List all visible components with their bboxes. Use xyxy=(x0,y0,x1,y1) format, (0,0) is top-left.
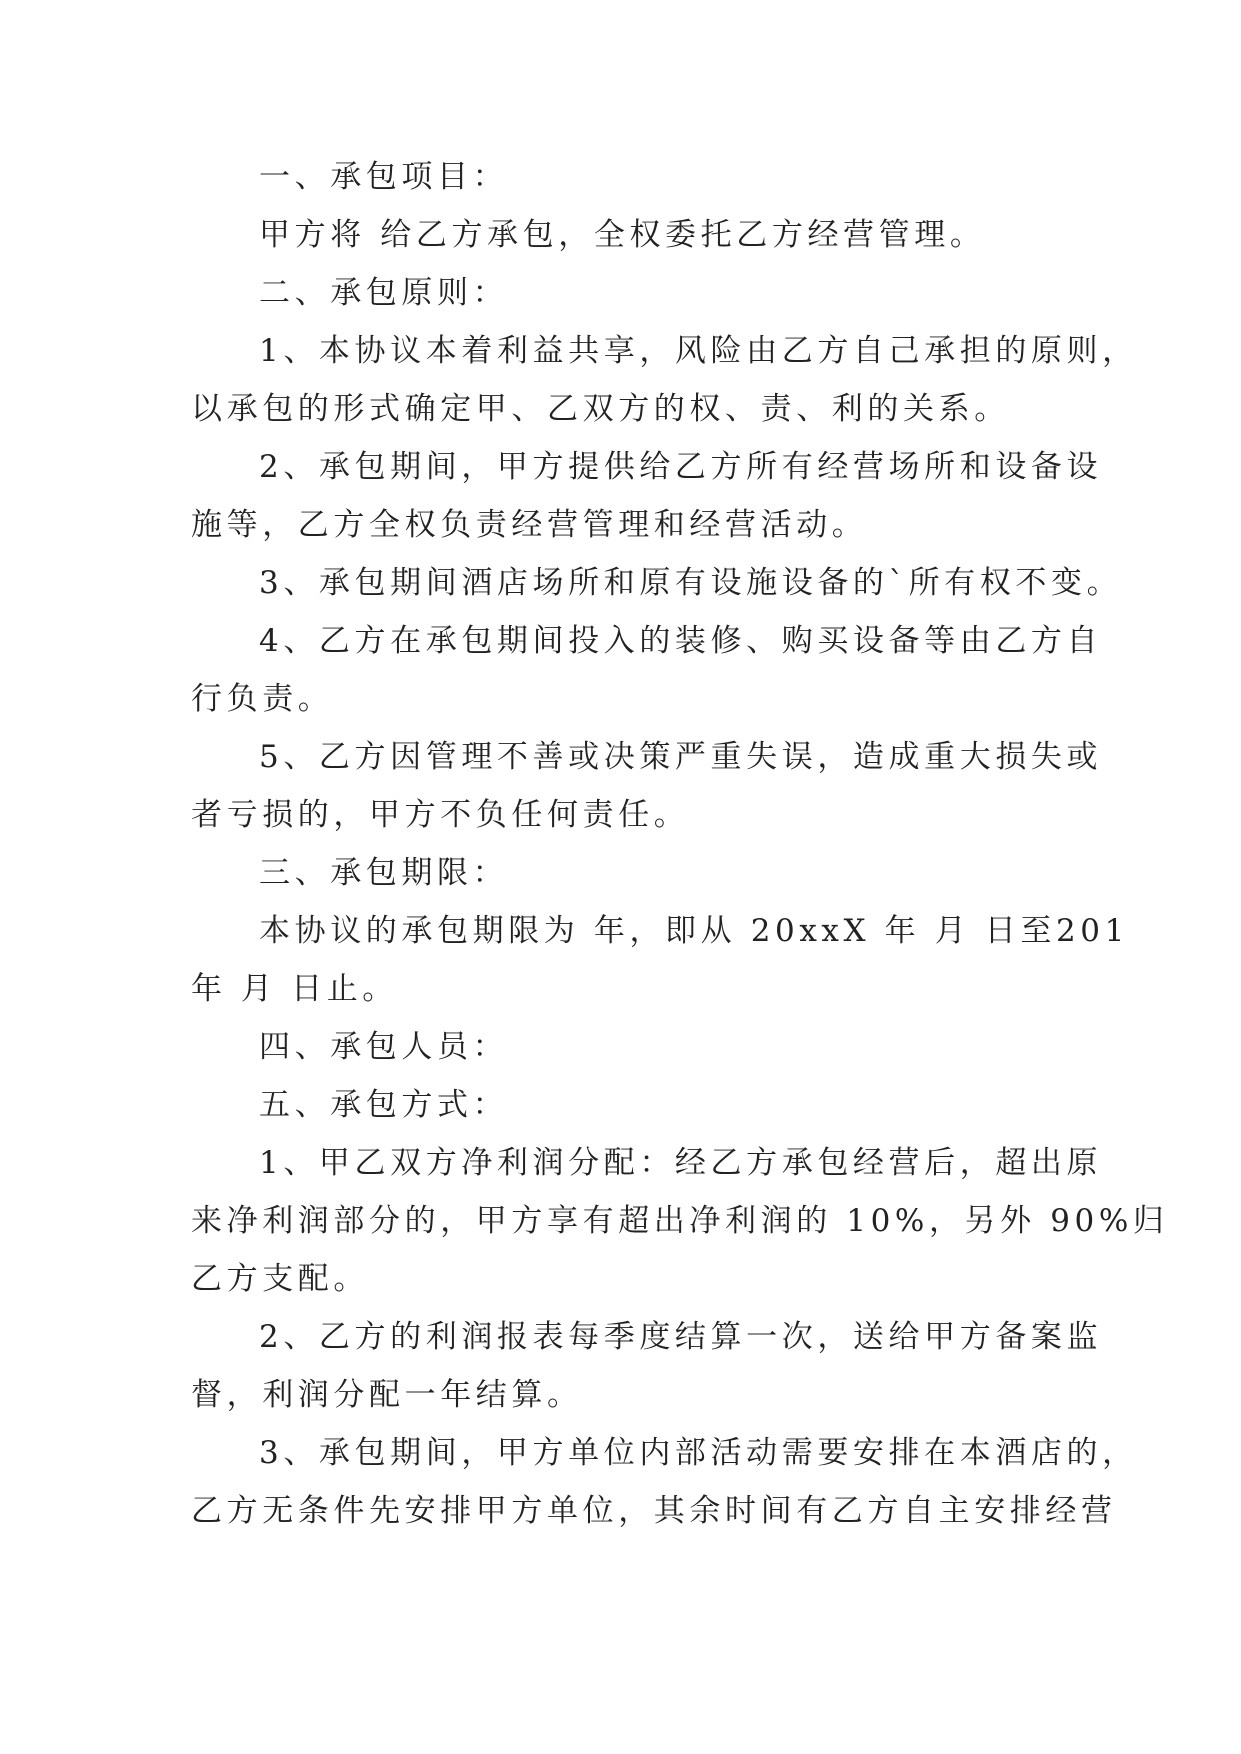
paragraph-line: 4、乙方在承包期间投入的装修、购买设备等由乙方自 xyxy=(259,623,1103,659)
paragraph-line: 施等，乙方全权负责经营管理和经营活动。 xyxy=(191,507,868,543)
paragraph-line: 者亏损的，甲方不负任何责任。 xyxy=(191,797,690,833)
paragraph-line: 来净利润部分的，甲方享有超出净利润的 10%，另外 90%归 xyxy=(191,1203,1169,1239)
paragraph-line: 5、乙方因管理不善或决策严重失误，造成重大损失或 xyxy=(259,739,1103,775)
paragraph-line: 1、本协议本着利益共享，风险由乙方自己承担的原则， xyxy=(259,333,1138,369)
section-heading-personnel: 四、承包人员： xyxy=(259,1029,509,1065)
paragraph-line: 行负责。 xyxy=(191,681,334,717)
paragraph-line: 乙方支配。 xyxy=(191,1261,369,1297)
paragraph-line: 本协议的承包期限为 年，即从 20xxX 年 月 日至201 xyxy=(259,913,1129,949)
paragraph-line: 2、乙方的利润报表每季度结算一次，送给甲方备案监 xyxy=(259,1319,1103,1355)
paragraph-line: 1、甲乙双方净利润分配：经乙方承包经营后，超出原 xyxy=(259,1145,1103,1181)
document-body xyxy=(191,158,1169,1550)
paragraph-line: 2、承包期间，甲方提供给乙方所有经营场所和设备设 xyxy=(259,449,1103,485)
paragraph-line: 年 月 日止。 xyxy=(191,971,398,1007)
paragraph-line: 督，利润分配一年结算。 xyxy=(191,1377,583,1413)
paragraph-line: 3、承包期间，甲方单位内部活动需要安排在本酒店的， xyxy=(259,1435,1138,1471)
paragraph-line: 乙方无条件先安排甲方单位，其余时间有乙方自主安排经营 xyxy=(191,1493,1117,1529)
paragraph-line: 甲方将 给乙方承包，全权委托乙方经营管理。 xyxy=(259,217,986,253)
paragraph-line: 以承包的形式确定甲、乙双方的权、责、利的关系。 xyxy=(191,391,1010,427)
section-heading-method: 五、承包方式： xyxy=(259,1087,509,1123)
paragraph-line: 3、承包期间酒店场所和原有设施设备的`所有权不变。 xyxy=(259,565,1123,601)
section-heading-project: 一、承包项目： xyxy=(259,159,509,195)
section-heading-principles: 二、承包原则： xyxy=(259,275,509,311)
section-heading-term: 三、承包期限： xyxy=(259,855,509,891)
